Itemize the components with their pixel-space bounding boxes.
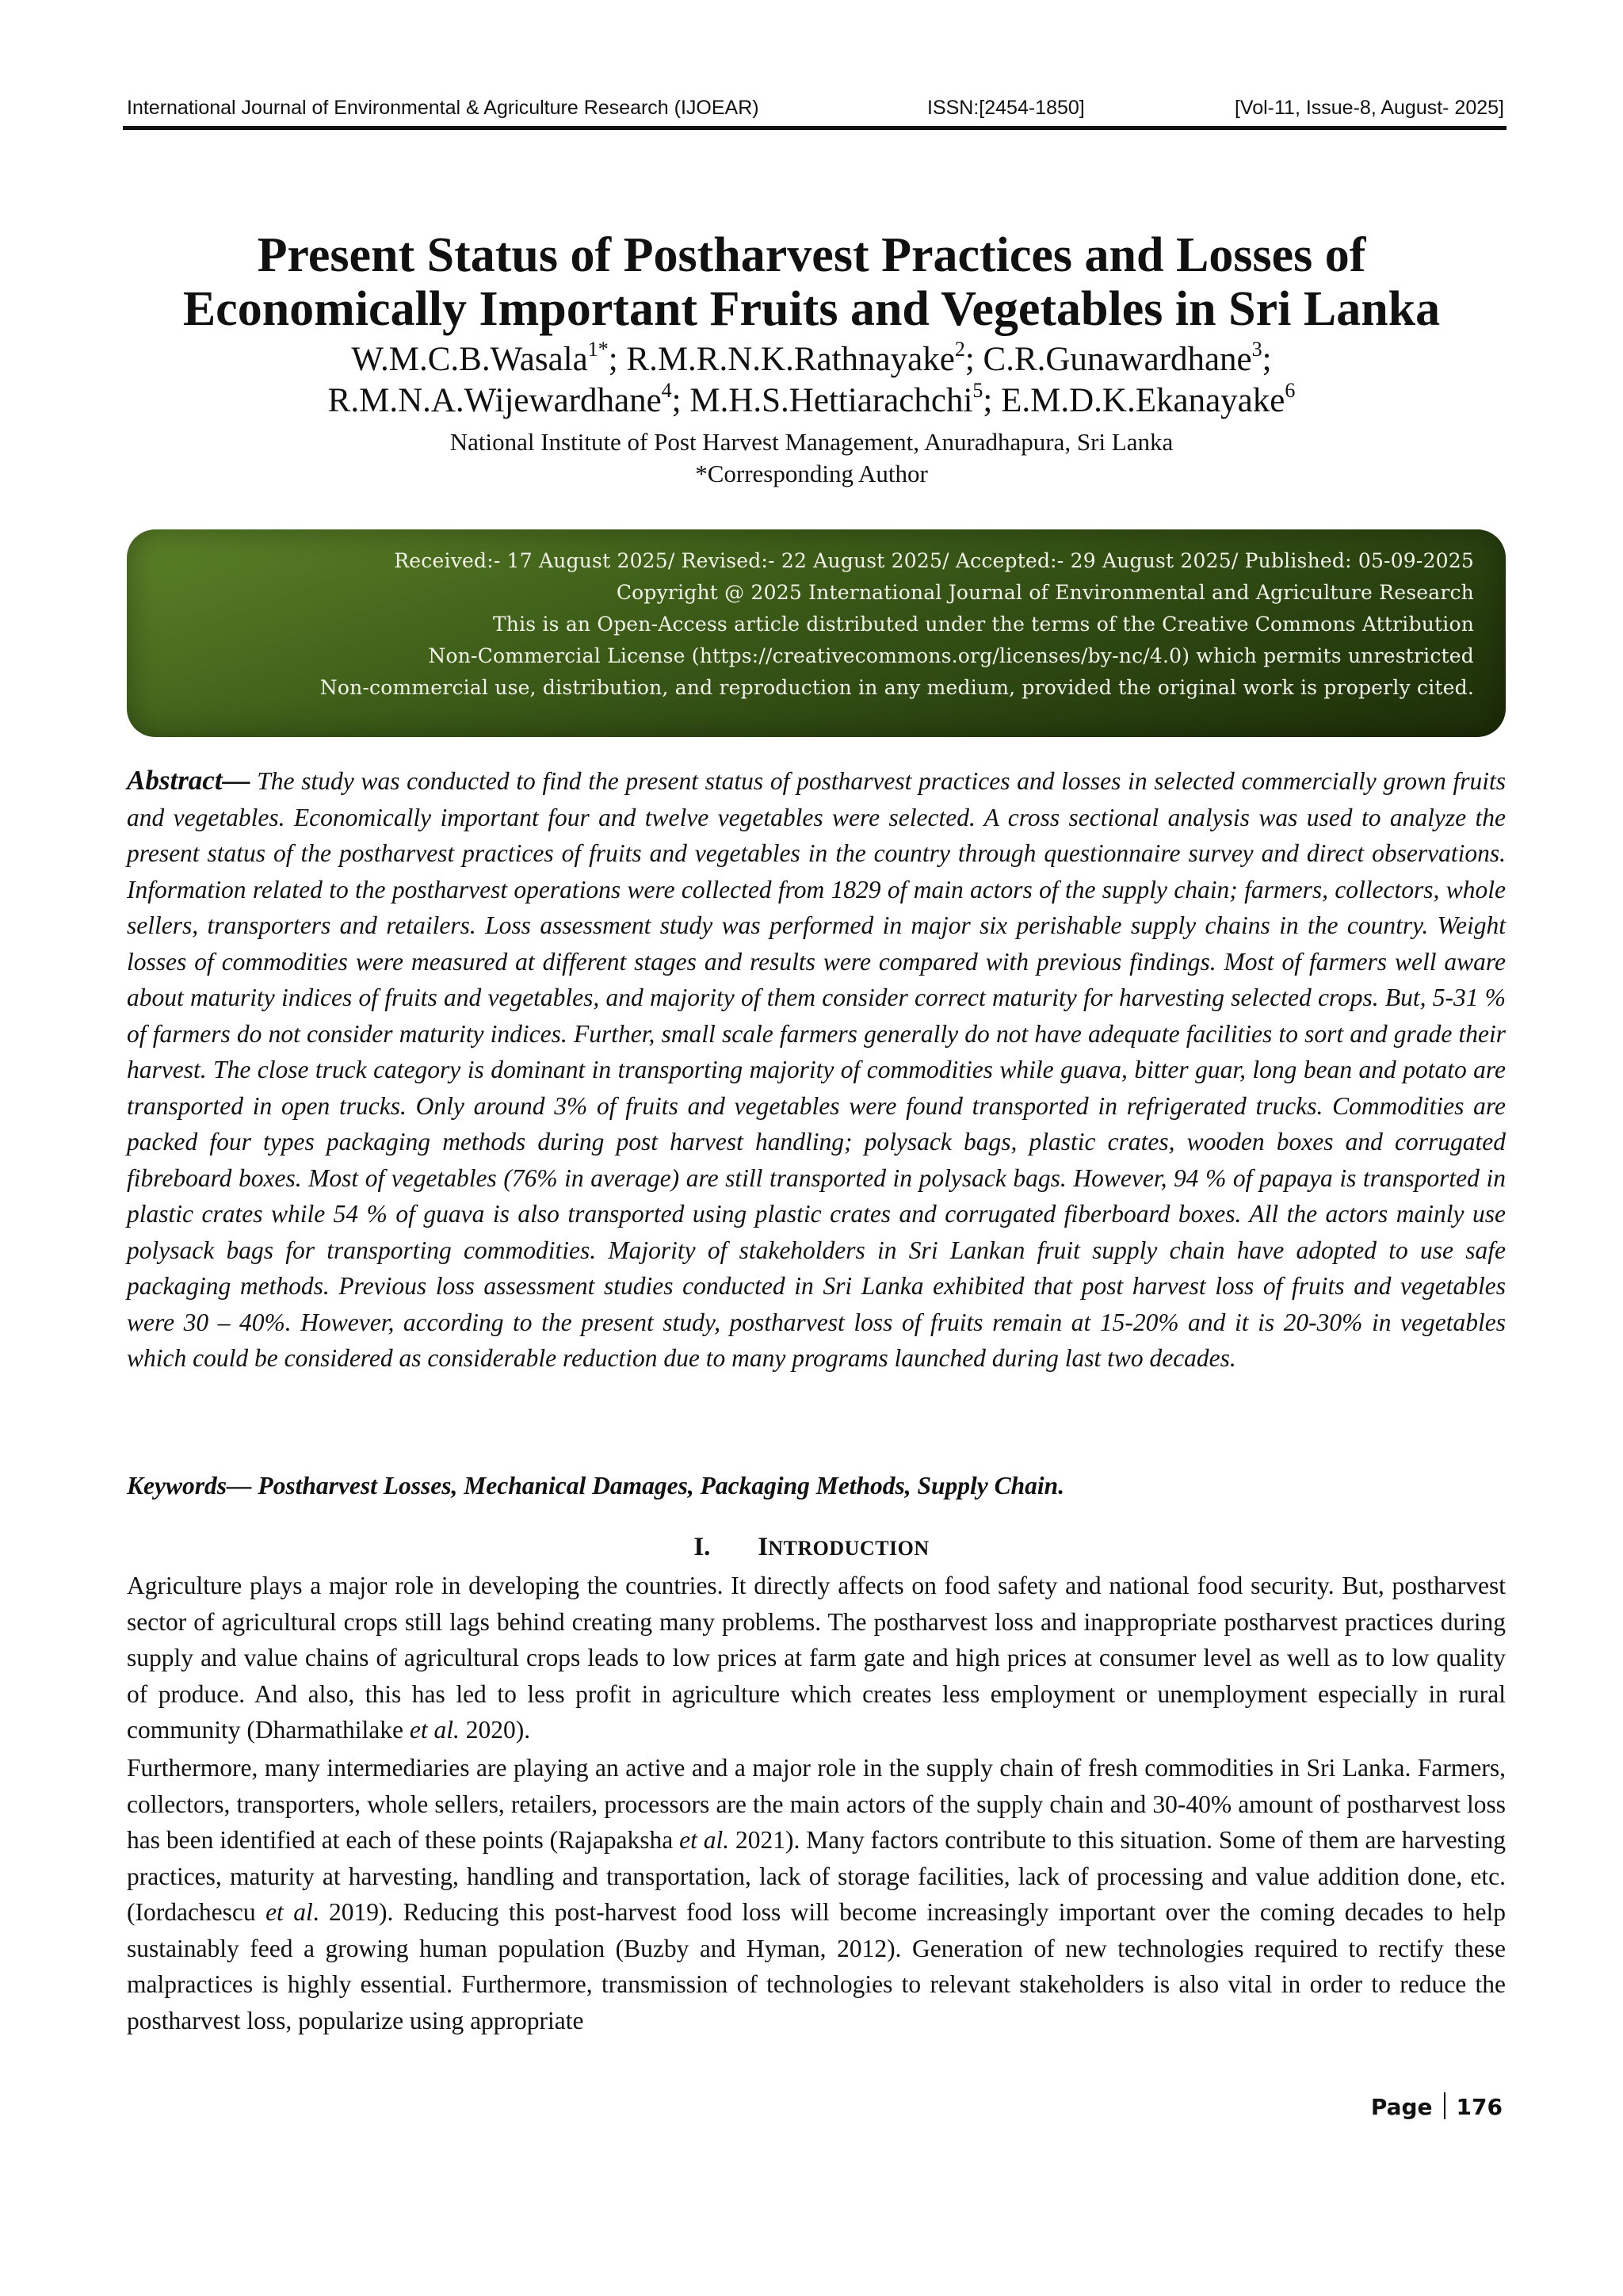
corresponding-author-note: *Corresponding Author	[695, 460, 928, 487]
abstract-text: The study was conducted to find the present status of postharvest practices and losses in selected commercially grown fruits and vegetables. Economically important four and twelve vegetables were selected. A cross sectional analysis was used to analyze the present status of the postharvest practices of fruits and vegetables in the country through questionnaire survey and direct observations. Information related to the postharvest operations were collected from 1829 of main actors of the supply chain; farmers, collectors, whole sellers, transporters and retailers. Loss assessment study was performed in major six perishable supply chains in the country. Weight losses of commodities were measured at different stages and results were compared with previous findings. Most of farmers well aware about maturity indices of fruits and vegetables, and majority of them consider correct maturity for harvesting selected crops. But, 5-31 % of farmers do not consider maturity indices. Further, small scale farmers generally do not have adequate facilities to sort and grade their harvest. The close truck category is dominant in transporting majority of commodities while guava, bitter guar, long bean and potato are transported in open trucks. Only around 3% of fruits and vegetables were found transported in refrigerated trucks. Commodities are packed four types packaging methods during post harvest handling; polysack bags, plastic crates, wooden boxes and corrugated fibreboard boxes. Most of vegetables (76% in average) are still transported in polysack bags. However, 94 % of papaya is transported in plastic crates while 54 % of guava is also transported using plastic crates and corrugated fiberboard boxes. All the actors mainly use polysack bags for transporting commodities. Majority of stakeholders in Sri Lankan fruit supply chain have adopted to use safe packaging methods. Previous loss assessment studies conducted in Sri Lanka exhibited that post harvest loss of fruits and vegetables were 30 – 40%. However, according to the present study, postharvest loss of fruits remain at 15-20% and it is 20-30% in vegetables which could be considered as considerable reduction due to many programs launched during last two decades.	[127, 767, 1506, 1372]
author-name: M.H.S.Hettiarachchi	[689, 382, 973, 419]
page-footer	[1371, 2092, 1503, 2120]
license-line-3: Non-commercial use, distribution, and reproduction in any medium, provided the original work is properly cited.	[319, 676, 1474, 699]
intro-paragraph-1	[127, 1568, 1506, 1748]
author-affil-mark: 4	[661, 379, 672, 402]
author-name: E.M.D.K.Ekanayake	[1001, 382, 1285, 419]
paragraph-text: 2020).	[459, 1716, 531, 1744]
section-heading-introduction	[0, 1533, 1623, 1562]
author-name: R.M.R.N.K.Rathnayake	[626, 341, 955, 378]
author-name: C.R.Gunawardhane	[983, 341, 1252, 378]
author-affil-mark: 1*	[587, 338, 609, 361]
citation-etal: et al	[265, 1898, 313, 1926]
journal-name: International Journal of Environmental & Agriculture Research (IJOEAR)	[127, 97, 759, 119]
title-line-2: Economically Important Fruits and Vegetables in Sri Lanka	[182, 282, 1441, 336]
header-rule	[123, 126, 1507, 130]
running-header	[125, 94, 1506, 128]
author-affil-mark: 5	[972, 379, 983, 402]
publication-info-banner	[127, 529, 1506, 737]
volume-issue: [Vol-11, Issue-8, August- 2025]	[1234, 97, 1504, 119]
license-line-1: This is an Open-Access article distributed under the terms of the Creative Commons Attribution	[492, 613, 1474, 636]
paper-title	[0, 228, 1623, 336]
paragraph-text: . 2019). Reducing this post-harvest food loss will become increasingly important over the coming decades to help sustainably feed a growing human population (Buzby and Hyman, 2012). Generation of new technologies required to rectify these malpractices is highly essential. Furthermore, transmission of technologies to relevant stakeholders is also vital in order to reduce the postharvest loss, popularize using appropriate	[127, 1898, 1506, 2034]
section-number: I.	[693, 1533, 711, 1561]
abstract	[127, 762, 1506, 1377]
issn: ISSN:[2454-1850]	[927, 97, 1085, 119]
paragraph-text: Furthermore, many intermediaries are playing an active and a major role in the supply chain of fresh commodities in Sri Lanka. Farmers, collectors, transporters, whole sellers, retailers, processors are the main actors of the supply chain and 30-40% amount of postharvest loss has been identified at each of these points (Rajapaksha	[127, 1754, 1506, 1854]
author-affil-mark: 3	[1251, 338, 1262, 361]
section-title-initial: I	[758, 1533, 769, 1561]
footer-separator	[1444, 2092, 1445, 2119]
affiliation: National Institute of Post Harvest Management, Anuradhapura, Sri Lanka	[449, 428, 1174, 456]
publication-info-text	[127, 545, 1474, 704]
author-affil-mark: 6	[1285, 379, 1296, 402]
copyright-line: Copyright @ 2025 International Journal of Environmental and Agriculture Research	[616, 581, 1474, 604]
title-line-1: Present Status of Postharvest Practices and Losses of	[257, 228, 1366, 282]
citation-etal: et al.	[679, 1826, 730, 1854]
page-label: Page	[1370, 2094, 1433, 2120]
abstract-label: Abstract—	[127, 765, 250, 796]
paragraph-text: Agriculture plays a major role in developing the countries. It directly affects on food safety and national food security. But, postharvest sector of agricultural crops still lags behind creating many problems. The postharvest loss and inappropriate postharvest practices during supply and value chains of agricultural crops leads to low prices at farm gate and high prices at consumer level as well as to low quality of produce. And also, this has led to less profit in agriculture which creates less employment or unemployment especially in rural community (Dharmathilake	[127, 1572, 1506, 1744]
author-list	[0, 339, 1623, 422]
author-line-2: R.M.N.A.Wijewardhane$^4$; M.H.S.Hettiarachchi$^5$; E.M.D.K.Ekanayake$^6$	[327, 379, 1296, 419]
author-line-1: W.M.C.B.Wasala$^{1*}$; R.M.R.N.K.Rathnayake$^2$; C.R.Gunawardhane$^3$;	[351, 338, 1272, 378]
page-number: 176	[1456, 2094, 1503, 2120]
keywords: Keywords— Postharvest Losses, Mechanical Damages, Packaging Methods, Supply Chain.	[127, 1472, 1065, 1499]
citation-etal: et al.	[409, 1716, 460, 1744]
author-name: R.M.N.A.Wijewardhane	[327, 382, 662, 419]
license-line-2: Non-Commercial License (https://creativecommons.org/licenses/by-nc/4.0) which permits unrestricted	[428, 644, 1474, 667]
author-name: W.M.C.B.Wasala	[351, 341, 588, 378]
publication-dates: Received:- 17 August 2025/ Revised:- 22 August 2025/ Accepted:- 29 August 2025/ Published: 05-09-2025	[394, 549, 1474, 572]
intro-paragraph-2	[127, 1750, 1506, 2038]
section-title-rest: NTRODUCTION	[768, 1537, 930, 1560]
paragraph-text: 2021). Many factors contribute to this situation. Some of them are harvesting practices, maturity at harvesting, handling and transportation, lack of storage facilities, lack of processing and value addition done, etc. (Iordachescu	[127, 1826, 1506, 1926]
author-affil-mark: 2	[954, 338, 965, 361]
